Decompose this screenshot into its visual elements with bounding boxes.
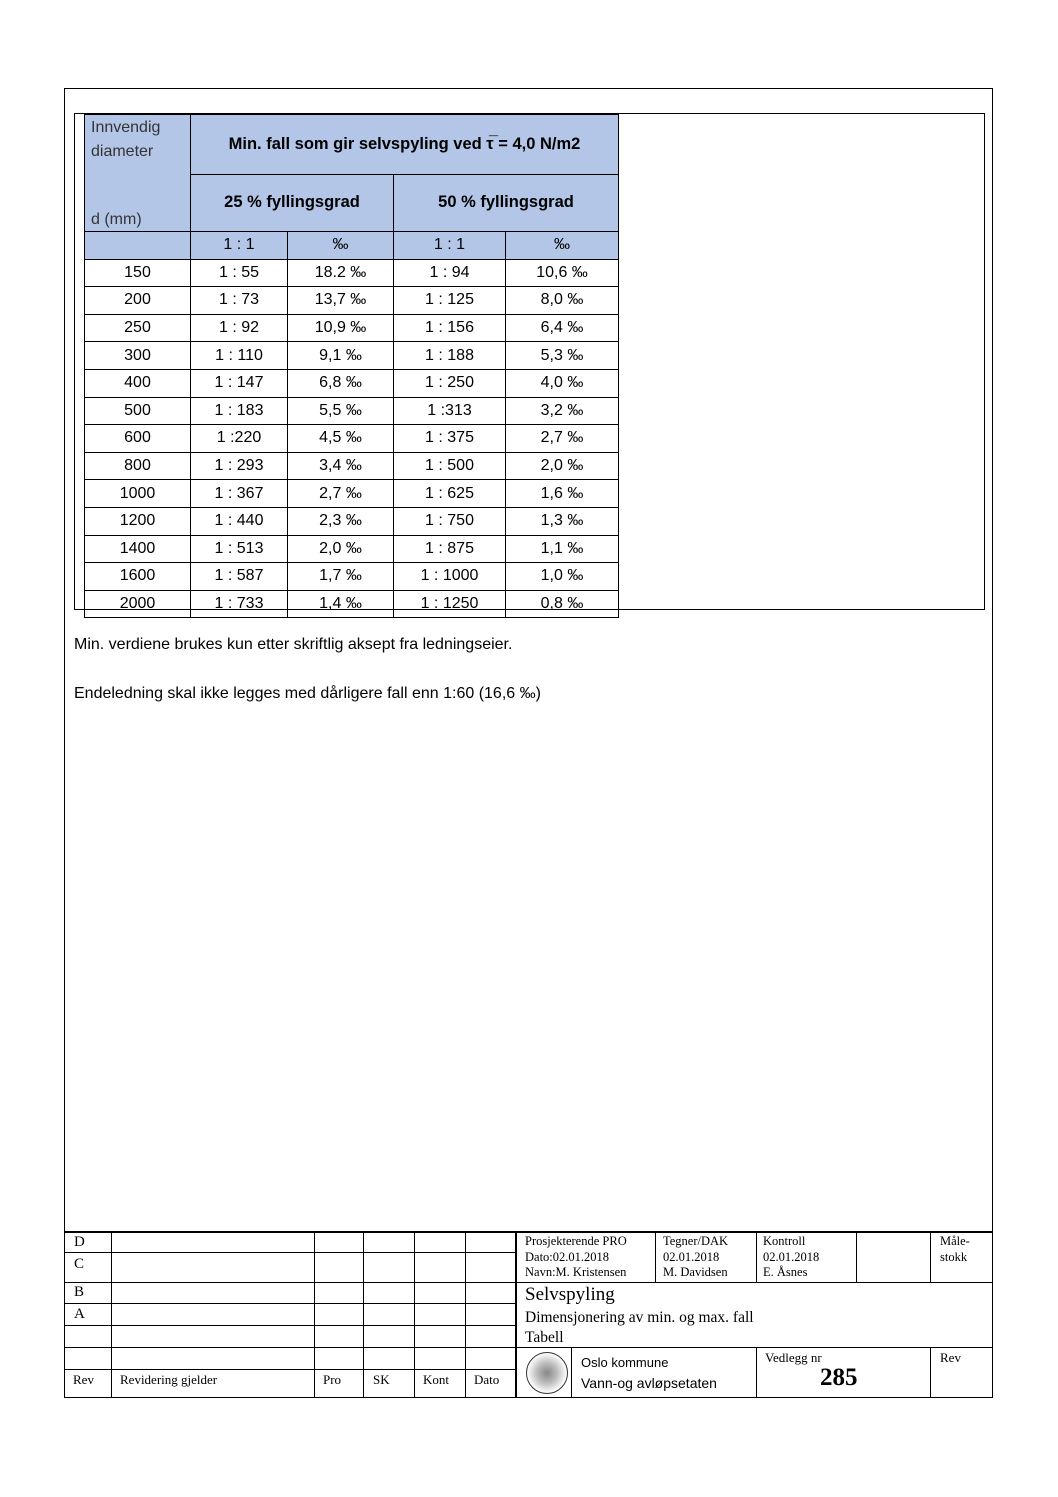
permille-50-cell: 1,6 ‰ bbox=[506, 480, 619, 508]
permille-50-cell: 4,0 ‰ bbox=[506, 369, 619, 397]
ratio-50-cell: 1 : 125 bbox=[394, 287, 506, 315]
ratio-25-cell: 1 : 92 bbox=[191, 314, 288, 342]
permille-50-cell: 5,3 ‰ bbox=[506, 342, 619, 370]
ratio-50-cell: 1 : 500 bbox=[394, 452, 506, 480]
vedlegg-label: Vedlegg nr bbox=[765, 1350, 822, 1365]
permille-50-cell: 0,8 ‰ bbox=[506, 590, 619, 618]
permille-25-cell: 2,0 ‰ bbox=[288, 535, 394, 563]
ratio-50-cell: 1 : 375 bbox=[394, 425, 506, 453]
ratio-25-cell: 1 : 55 bbox=[191, 259, 288, 287]
diameter-cell: 300 bbox=[85, 342, 191, 370]
ratio-50-cell: 1 : 156 bbox=[394, 314, 506, 342]
kontroll-navn: E. Åsnes bbox=[763, 1265, 808, 1279]
permille-25-cell: 13,7 ‰ bbox=[288, 287, 394, 315]
ratio-50-cell: 1 : 94 bbox=[394, 259, 506, 287]
ratio-50-cell: 1 : 875 bbox=[394, 535, 506, 563]
table-row bbox=[85, 507, 619, 535]
permille-25-cell: 10,9 ‰ bbox=[288, 314, 394, 342]
org-department: Vann-og avløpsetaten bbox=[581, 1375, 717, 1391]
diameter-header-line2: diameter bbox=[91, 143, 154, 160]
table-row bbox=[85, 342, 619, 370]
permille-50-cell: 2,0 ‰ bbox=[506, 452, 619, 480]
ratio-50-cell: 1 : 250 bbox=[394, 369, 506, 397]
ratio-25-cell: 1 :220 bbox=[191, 425, 288, 453]
table-row bbox=[85, 563, 619, 591]
ratio-50-cell: 1 : 1000 bbox=[394, 563, 506, 591]
permille-25-cell: 2,7 ‰ bbox=[288, 480, 394, 508]
table-row bbox=[85, 259, 619, 287]
permille-50-cell: 8,0 ‰ bbox=[506, 287, 619, 315]
col-dato: Dato bbox=[474, 1372, 500, 1387]
permille-50-cell: 10,6 ‰ bbox=[506, 259, 619, 287]
permille-50-cell: 3,2 ‰ bbox=[506, 397, 619, 425]
ratio-25-cell: 1 : 183 bbox=[191, 397, 288, 425]
rev-b-label: B bbox=[74, 1284, 85, 1300]
tegner-dato: 02.01.2018 bbox=[663, 1249, 720, 1264]
kontroll-block bbox=[763, 1234, 819, 1281]
diameter-cell: 800 bbox=[85, 452, 191, 480]
org-name: Oslo kommune bbox=[581, 1355, 669, 1370]
permille-50-cell: 1,3 ‰ bbox=[506, 507, 619, 535]
tegner-label: Tegner/DAK bbox=[663, 1234, 729, 1248]
ratio-50-cell: 1 : 750 bbox=[394, 507, 506, 535]
diameter-cell: 600 bbox=[85, 425, 191, 453]
table-row bbox=[85, 535, 619, 563]
table-title: Min. fall som gir selvspyling ved τ̅ = 4,0 N/m2 bbox=[191, 115, 619, 175]
ratio-25-cell: 1 : 293 bbox=[191, 452, 288, 480]
vedlegg-number: 285 bbox=[820, 1364, 858, 1391]
permille-25-cell: 5,5 ‰ bbox=[288, 397, 394, 425]
ratio-50-cell: 1 : 1250 bbox=[394, 590, 506, 618]
permille-25-cell: 2,3 ‰ bbox=[288, 507, 394, 535]
diameter-cell: 2000 bbox=[85, 590, 191, 618]
ratio-25-cell: 1 : 733 bbox=[191, 590, 288, 618]
ratio-50-cell: 1 :313 bbox=[394, 397, 506, 425]
drawing-title: Selvspyling bbox=[525, 1284, 615, 1305]
subheader-ratio-25: 1 : 1 bbox=[191, 232, 288, 260]
drawing-subtitle: Dimensjonering av min. og max. fall bbox=[525, 1309, 754, 1326]
col-sk: SK bbox=[373, 1372, 390, 1387]
rev-d-label: D bbox=[74, 1234, 85, 1250]
subheader-ratio-50: 1 : 1 bbox=[394, 232, 506, 260]
permille-25-cell: 6,8 ‰ bbox=[288, 369, 394, 397]
table-row bbox=[85, 369, 619, 397]
permille-50-cell: 1,1 ‰ bbox=[506, 535, 619, 563]
col-kont: Kont bbox=[423, 1372, 449, 1387]
table-row bbox=[85, 425, 619, 453]
rev-c-label: C bbox=[74, 1256, 85, 1272]
permille-25-cell: 3,4 ‰ bbox=[288, 452, 394, 480]
diameter-cell: 200 bbox=[85, 287, 191, 315]
ratio-25-cell: 1 : 367 bbox=[191, 480, 288, 508]
tegner-block bbox=[663, 1234, 728, 1281]
malestokk-line1: Måle- bbox=[940, 1234, 970, 1248]
permille-50-cell: 1,0 ‰ bbox=[506, 563, 619, 591]
tegner-navn: M. Davidsen bbox=[663, 1265, 728, 1279]
ratio-25-cell: 1 : 513 bbox=[191, 535, 288, 563]
ratio-25-cell: 1 : 587 bbox=[191, 563, 288, 591]
ratio-25-cell: 1 : 147 bbox=[191, 369, 288, 397]
table-row bbox=[85, 397, 619, 425]
diameter-header bbox=[85, 115, 191, 232]
group-50-header: 50 % fyllingsgrad bbox=[394, 174, 619, 231]
diameter-header-unit: d (mm) bbox=[91, 211, 142, 228]
malestokk-block bbox=[940, 1234, 970, 1265]
note-line-2: Endeledning skal ikke legges med dårligere fall enn 1:60 (16,6 ‰) bbox=[74, 685, 541, 702]
malestokk-line2: stokk bbox=[940, 1249, 968, 1264]
ratio-25-cell: 1 : 73 bbox=[191, 287, 288, 315]
prosjekterende-label: Prosjekterende PRO bbox=[525, 1234, 627, 1248]
note-line-1: Min. verdiene brukes kun etter skriftlig aksept fra ledningseier. bbox=[74, 636, 513, 653]
oslo-seal-logo bbox=[526, 1352, 568, 1394]
kontroll-dato: 02.01.2018 bbox=[763, 1249, 820, 1264]
ratio-25-cell: 1 : 440 bbox=[191, 507, 288, 535]
diameter-cell: 1400 bbox=[85, 535, 191, 563]
prosjekterende-dato: Dato:02.01.2018 bbox=[525, 1249, 610, 1264]
prosjekterende-block bbox=[525, 1234, 627, 1281]
subheader-blank bbox=[85, 232, 191, 260]
permille-25-cell: 1,4 ‰ bbox=[288, 590, 394, 618]
drawing-type: Tabell bbox=[525, 1329, 564, 1346]
diameter-cell: 150 bbox=[85, 259, 191, 287]
col-pro: Pro bbox=[323, 1372, 342, 1387]
diameter-cell: 250 bbox=[85, 314, 191, 342]
diameter-cell: 500 bbox=[85, 397, 191, 425]
col-revidering: Revidering gjelder bbox=[120, 1372, 218, 1387]
diameter-cell: 1000 bbox=[85, 480, 191, 508]
slope-table bbox=[84, 114, 619, 618]
subheader-permille-25: ‰ bbox=[288, 232, 394, 260]
permille-25-cell: 9,1 ‰ bbox=[288, 342, 394, 370]
kontroll-label: Kontroll bbox=[763, 1234, 806, 1248]
permille-25-cell: 4,5 ‰ bbox=[288, 425, 394, 453]
table-row bbox=[85, 480, 619, 508]
table-row bbox=[85, 287, 619, 315]
table-body bbox=[85, 259, 619, 618]
permille-25-cell: 1,7 ‰ bbox=[288, 563, 394, 591]
table-row bbox=[85, 590, 619, 618]
diameter-header-line1: Innvendig bbox=[91, 119, 161, 136]
ratio-25-cell: 1 : 110 bbox=[191, 342, 288, 370]
group-25-header: 25 % fyllingsgrad bbox=[191, 174, 394, 231]
subheader-permille-50: ‰ bbox=[506, 232, 619, 260]
permille-50-cell: 2,7 ‰ bbox=[506, 425, 619, 453]
rev-label: Rev bbox=[940, 1350, 961, 1365]
table-row bbox=[85, 314, 619, 342]
diameter-cell: 1200 bbox=[85, 507, 191, 535]
ratio-50-cell: 1 : 625 bbox=[394, 480, 506, 508]
table-row bbox=[85, 452, 619, 480]
permille-50-cell: 6,4 ‰ bbox=[506, 314, 619, 342]
rev-a-label: A bbox=[74, 1306, 85, 1322]
prosjekterende-navn: Navn:M. Kristensen bbox=[525, 1265, 627, 1279]
permille-25-cell: 18.2 ‰ bbox=[288, 259, 394, 287]
diameter-cell: 1600 bbox=[85, 563, 191, 591]
diameter-cell: 400 bbox=[85, 369, 191, 397]
col-rev: Rev bbox=[73, 1372, 94, 1387]
ratio-50-cell: 1 : 188 bbox=[394, 342, 506, 370]
